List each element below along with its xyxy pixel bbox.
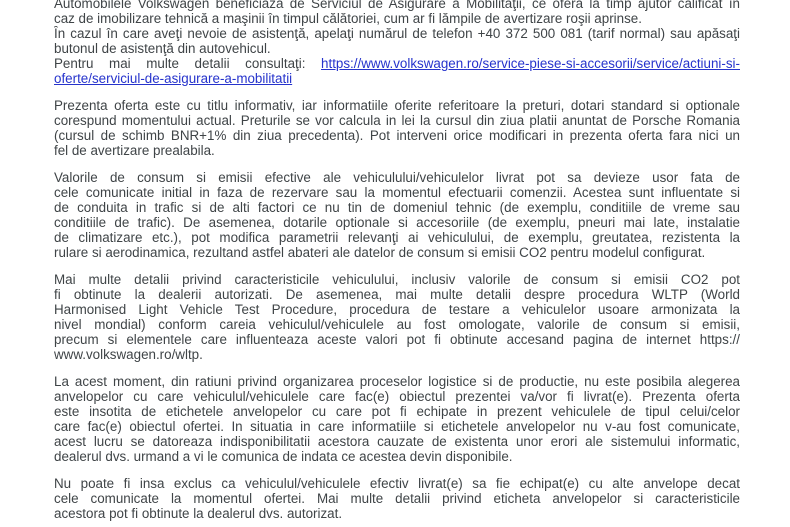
text-line <box>54 449 740 464</box>
text-segment: Prezenta oferta este cu titlu informativ, iar informatiile oferite referitoare la preturi, dotari standard si optionale <box>54 98 740 113</box>
text-segment: Mai multe detalii privind caracteristicile vehiculului, inclusiv valorile de consum si emisii CO2 pot <box>54 272 740 287</box>
paragraph-consumption-emissions-deviation <box>54 170 740 260</box>
text-segment: fel de avertizare prealabila. <box>54 143 215 158</box>
text-segment: butonul de asistenţă din autovehicul. <box>54 41 271 56</box>
text-segment: Valorile de consum si emisii efective ale vehiculului/vehiculelor livrat pot sa devieze usor fata de <box>54 170 740 185</box>
text-segment: corespund momentului actual. Preturile se vor calcula in lei la cursul din ziua platii anuntat de Porsche Romania <box>54 113 740 128</box>
text-line <box>54 143 740 158</box>
text-segment: (cursul de schimb BNR+1% din ziua precedenta). Pot interveni orice modificari in prezenta oferta fara nici un <box>54 128 740 143</box>
text-line <box>54 476 740 491</box>
text-line <box>54 113 740 128</box>
text-line <box>54 98 740 113</box>
text-segment: Automobilele Volkswagen beneficiază de Serviciul de Asigurare a Mobilităţii, ce oferă la timp ajutor calificat în <box>54 0 740 11</box>
paragraph-wltp-details <box>54 272 740 362</box>
text-segment: anvelopelor cu care vehiculul/vehiculele care fac(e) obiectul prezentei va/vor fi livrat(e). Prezenta oferta <box>54 389 740 404</box>
text-segment: În cazul în care aveţi nevoie de asistenţă, apelaţi numărul de telefon +40 372 500 081 (tarif normal) sau apăsaţi <box>54 26 740 41</box>
text-segment: Pentru mai multe detalii consultaţi: <box>54 56 322 71</box>
text-line <box>54 200 740 215</box>
text-segment: Nu poate fi insa exclus ca vehiculul/vehiculele efectiv livrat(e) sa fie echipat(e) cu alte anvelope decat <box>54 476 740 491</box>
text-segment: este insotita de etichetele anvelopelor cu care pot fi echipate in prezent vehiculele de tipul celui/celor <box>54 404 740 419</box>
text-line <box>54 302 740 317</box>
paragraph-mobility-assurance-service <box>54 0 740 86</box>
text-segment: dealerul dvs. urmand a vi le comunica de indata ce acestea devin disponibile. <box>54 449 513 464</box>
text-line <box>54 245 740 260</box>
text-line <box>54 491 740 506</box>
text-segment: caz de imobilizare tehnică a maşinii în timpul călătoriei, cum ar fi lămpile de avertizare roşii aprinse. <box>54 11 642 26</box>
text-line <box>54 128 740 143</box>
text-line <box>54 317 740 332</box>
text-line <box>54 215 740 230</box>
text-line <box>54 41 740 56</box>
text-segment: nivel mondial) conform careia vehiculul/vehiculele au fost omologate, valorile de consum si emisii, <box>54 317 740 332</box>
text-segment: conditiile de trafic). De asemenea, dotarile optionale si accesoriile (de exemplu, pneuri mai late, instalatie <box>54 215 740 230</box>
text-line <box>54 287 740 302</box>
mobility-service-link[interactable]: oferte/serviciul-de-asigurare-a-mobilitatii <box>54 71 293 86</box>
text-segment: care fac(e) obiectul ofertei. In situatia in care informatiile si etichetele anvelopelor nu v-au fost comunicate, <box>54 419 740 434</box>
text-line <box>54 170 740 185</box>
text-segment: Harmonised Light Vehicle Test Procedure, procedura de testare a vehiculelor usoare armonizata la <box>54 302 740 317</box>
text-line <box>54 56 740 71</box>
text-segment: precum si elementele care influenteaza aceste valori pot fi obtinute accesand pagina de internet https:// <box>54 332 740 347</box>
text-segment: cele comunicate initial in faza de rezervare sau la momentul efectuarii comenzii. Acestea sunt influentate si <box>54 185 740 200</box>
text-line <box>54 0 740 11</box>
text-line <box>54 434 740 449</box>
text-line <box>54 230 740 245</box>
text-segment: www.volkswagen.ro/wltp. <box>54 347 203 362</box>
text-line <box>54 26 740 41</box>
text-line <box>54 389 740 404</box>
paragraph-informative-offer-prices <box>54 98 740 158</box>
text-segment: La acest moment, din ratiuni privind organizarea proceselor logistice si de productie, nu este posibila alegerea <box>54 374 740 389</box>
text-line <box>54 374 740 389</box>
text-line <box>54 11 740 26</box>
text-line <box>54 347 740 362</box>
text-line <box>54 332 740 347</box>
mobility-service-link[interactable]: https://www.volkswagen.ro/service-piese-si-accesorii/service/actiuni-si- <box>321 56 740 71</box>
text-segment: de climatizare etc.), pot modifica parametrii relevanţi ai vehiculului, de exemplu, greutatea, rezistenta la <box>54 230 740 245</box>
text-line <box>54 185 740 200</box>
text-line <box>54 404 740 419</box>
text-segment: de conduita in trafic si de alti factori ce nu tin de domeniul tehnic (de exemplu, conditiile de vreme sau <box>54 200 740 215</box>
text-line <box>54 506 740 521</box>
paragraph-tyre-labels-availability <box>54 374 740 464</box>
text-segment: rulare si aerodinamica, rezultand astfel abateri ale datelor de consum si emisii CO2 pentru modelul configurat. <box>54 245 706 260</box>
paragraph-tyre-substitution-notice <box>54 476 740 521</box>
text-line <box>54 71 740 86</box>
text-line <box>54 272 740 287</box>
text-segment: acestora pot fi obtinute la dealerul dvs. autorizat. <box>54 506 343 521</box>
text-segment: acest lucru se datoreaza indisponibilitatii acestora cauzate de existenta unor erori ale sistemului informatic, <box>54 434 740 449</box>
text-line <box>54 419 740 434</box>
text-segment: cele comunicate la momentul ofertei. Mai multe detalii privind eticheta anvelopelor si caracteristicile <box>54 491 740 506</box>
text-segment: fi obtinute la dealerii autorizati. De asemenea, mai multe detalii despre procedura WLTP (World <box>54 287 740 302</box>
